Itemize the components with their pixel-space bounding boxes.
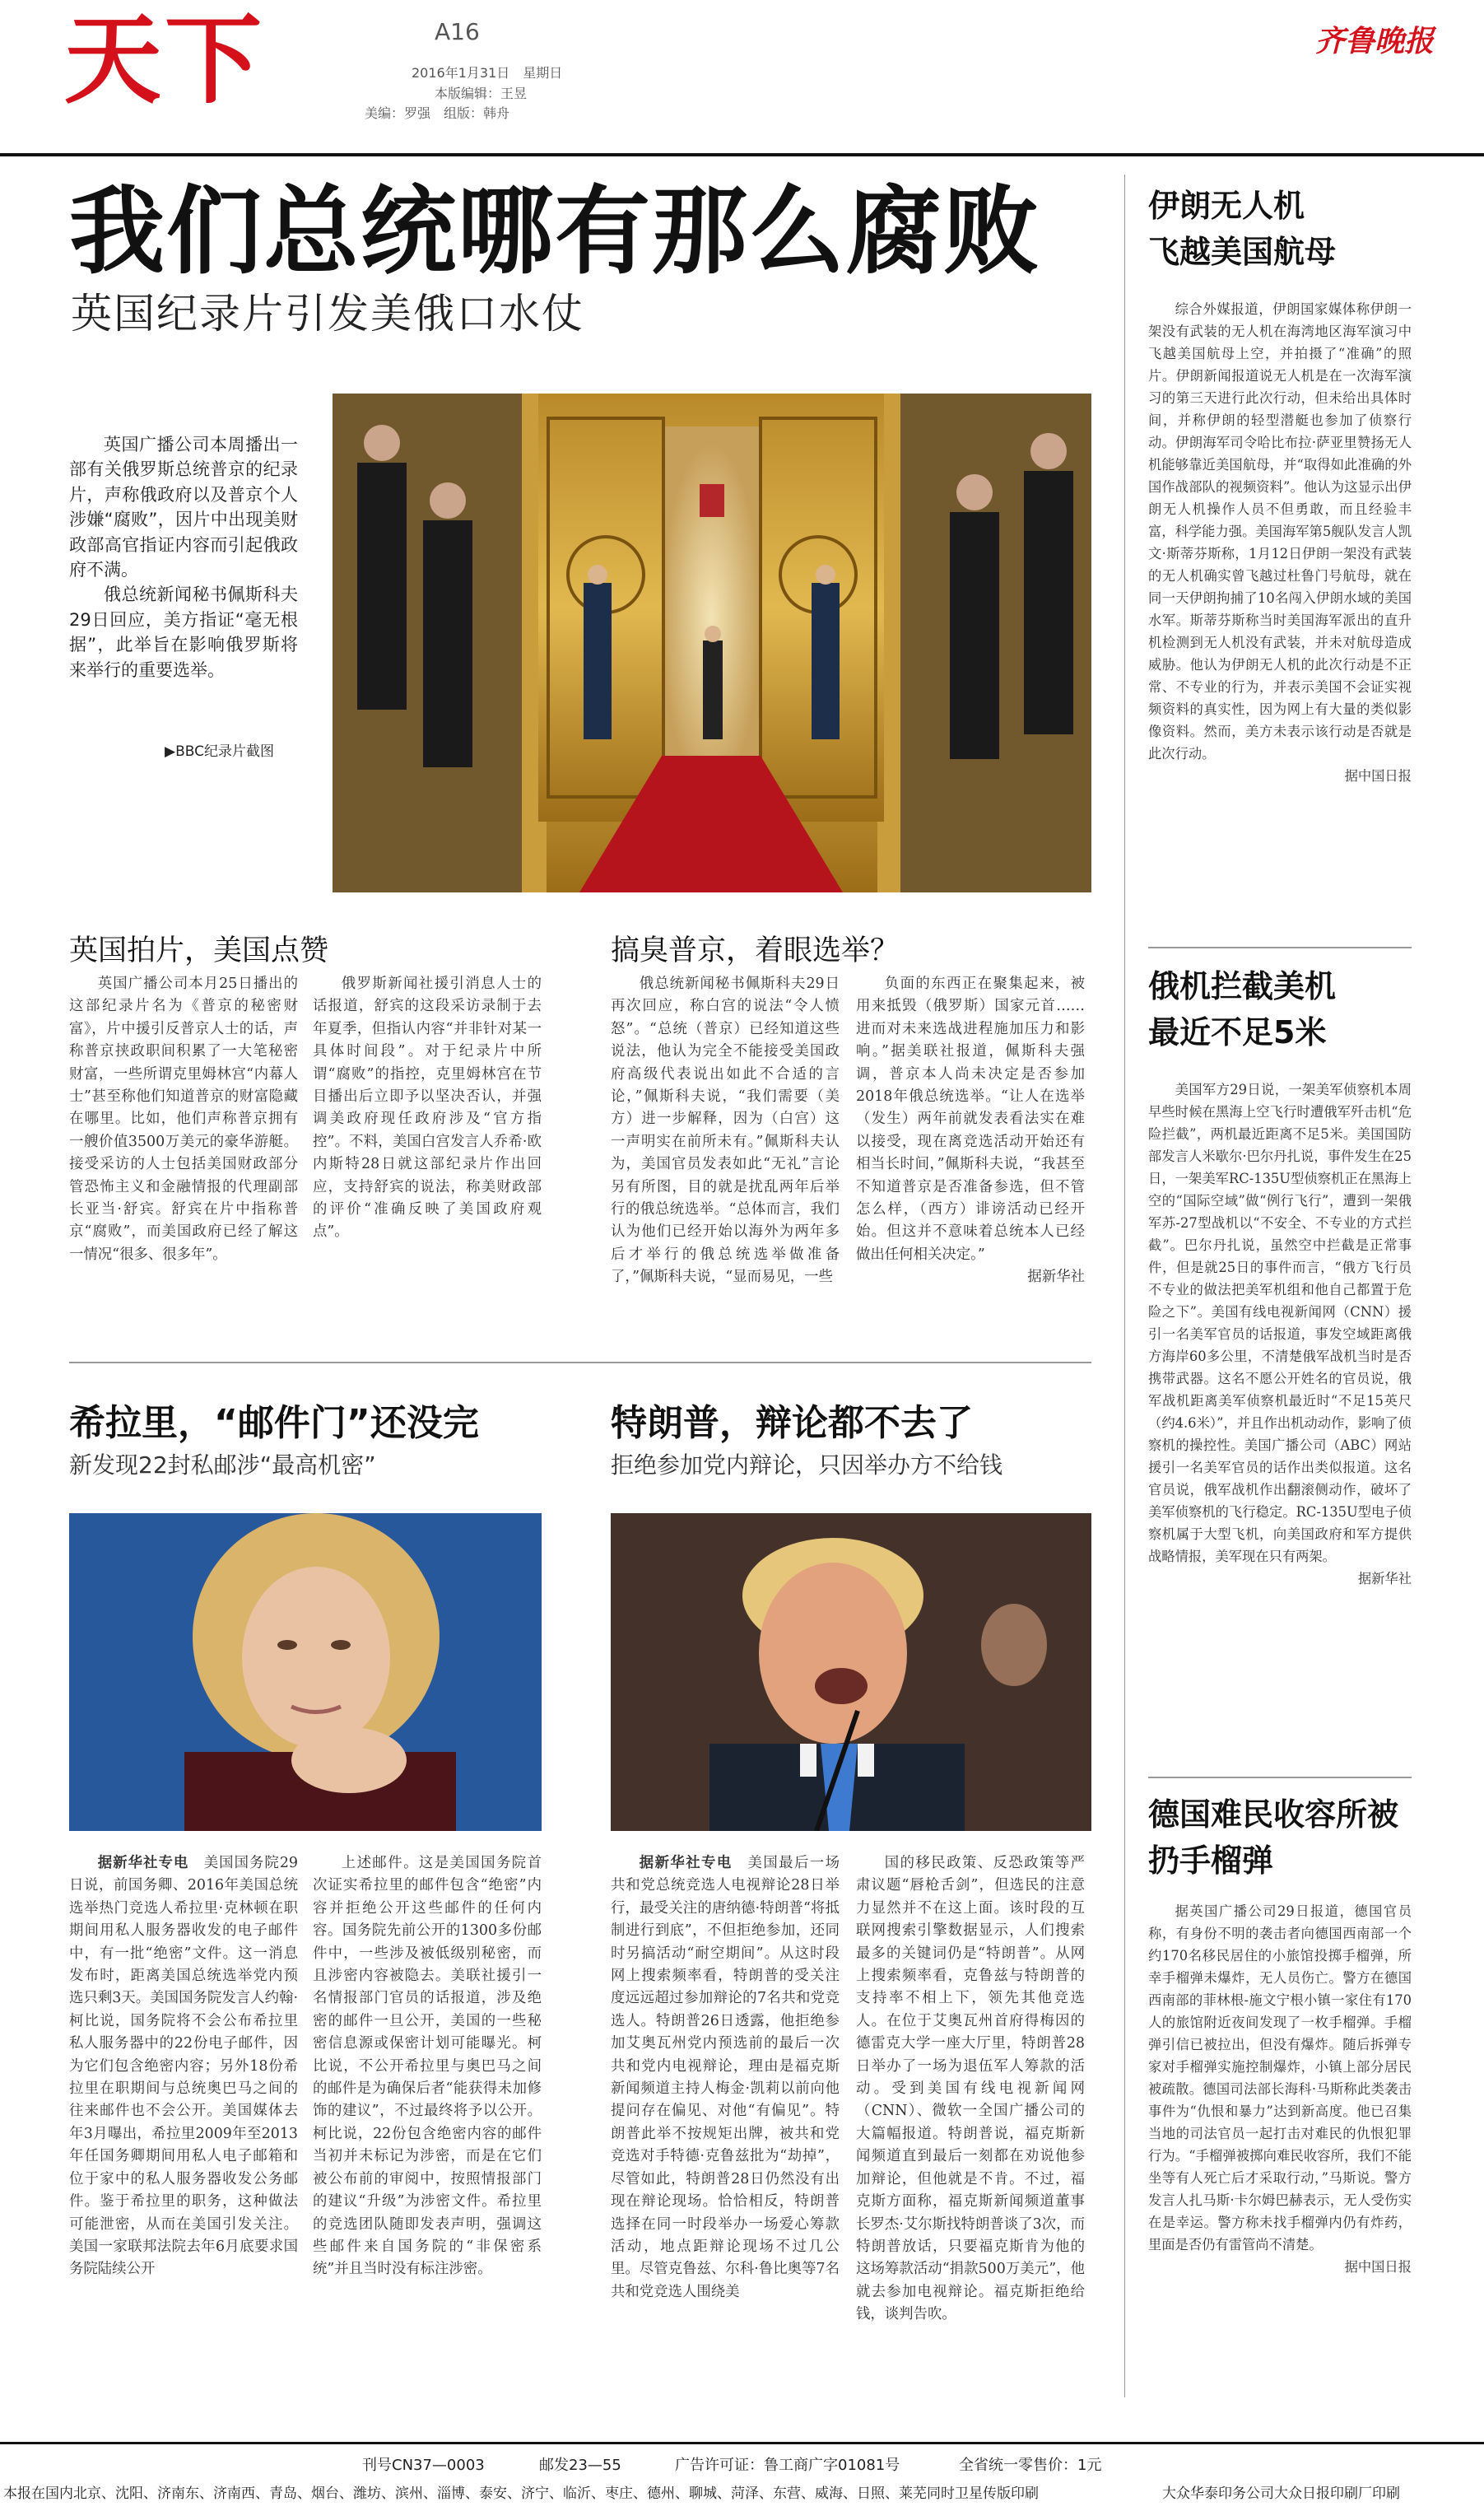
hillary-col1-text: 美国国务院29日说，前国务卿、2016年美国总统选举热门竞选人希拉里·克林顿在职期间用私人服务器收发的电子邮件中，有一批“绝密”文件。这一消息发布时，距离美国总统选举党内预选只剩3天。美国国务院发言人约翰·柯比说，国务院将不会公布希拉里私人服务器中的22份电子邮件，因为它们包含绝密内容；另外18份希拉里在职期间与总统奥巴马之间的往来邮件也不会公开。美国媒体去年3月曝出，希拉里2009年至2013年任国务卿期间用私人电子邮箱和位于家中的私人服务器收发公务邮件。鉴于希拉里的职务，这种做法可能泄密，从而在美国引发关注。美国一家联邦法院去年6月底要求国务院陆续公开 xyxy=(69,1855,298,2278)
lead-subhead: 英国纪录片引发美俄口水仗 xyxy=(71,290,584,338)
trump-col2 xyxy=(856,1852,1085,2327)
right2-body xyxy=(1148,1078,1412,1590)
trump-col2-text: 国的移民政策、反恐政策等严肃议题“唇枪舌剑”，但选民的注意力显然并不在这上面。该时段的互联网搜索引擎数据显示，人们搜索最多的关键词仍是“特朗普”。从网上搜索频率看，克鲁兹与特朗普的支持率不相上下，领先其他竞选人。在位于艾奥瓦州首府得梅因的德雷克大学一座大厅里，特朗普28日举办了一场为退伍军人筹款的活动。受到美国有线电视新闻网（CNN）、微软一全国广播公司的大篇幅报道。特朗普说，福克斯新闻频道直到最后一刻都在劝说他参加辩论，但他就是不肯。不过，福克斯方面称，福克斯新闻频道董事长罗杰·艾尔斯找特朗普谈了3次，而特朗普放话，只要福克斯肯为他的这场筹款活动“捐款500万美元”，他就去参加电视辩论。福克斯拒绝给钱，谈判告吹。 xyxy=(856,1855,1085,2323)
trump-col1 xyxy=(611,1852,840,2304)
trump-subhead: 拒绝参加党内辩论，只因举办方不给钱 xyxy=(611,1451,1003,1479)
right1-heading-line2: 飞越美国航母 xyxy=(1148,234,1337,270)
trump-col1-text: 美国最后一场共和党总统竞选人电视辩论28日举行，最受关注的唐纳德·特朗普“将抵制进行到底”，不但拒绝参加，还同时另搞活动“耐空期间”。从这时段网上搜索频率看，特朗普的受关注度远远超过参加辩论的7名共和党竞选人。特朗普26日透露，他拒绝参加艾奥瓦州党内预选前的最后一次共和党内电视辩论，理由是福克斯新闻频道主持人梅金·凯莉以前向他提问存在偏见、对他“有偏见”。特朗普此举不按规矩出牌，被共和党竞选对手特德·克鲁兹批为“劫掉”，尽管如此，特朗普28日仍然没有出现在辩论现场。恰恰相反，特朗普选择在同一时段举办一场爱心筹款活动，地点距辩论现场不过几公里。尽管克鲁兹、尔科·鲁比奥等7名共和党竞选人围绕美 xyxy=(611,1855,840,2300)
page-number: A16 xyxy=(435,18,480,45)
hillary-heading: 希拉里，“邮件门”还没完 xyxy=(69,1402,479,1444)
footer-printer: 大众华泰印务公司大众日报印刷厂印刷 xyxy=(1162,2485,1400,2502)
right1-source: 据中国日报 xyxy=(1344,768,1412,784)
hillary-col1 xyxy=(69,1852,298,2281)
uk-col2-text: 俄罗斯新闻社援引消息人士的话报道，舒宾的这段采访录制于去年夏季，但指认内容“并非针对某一具体时间段”。对于纪录片中所谓“腐败”的指控，克里姆林宫在节目播出后立即予以坚决否认，并强调美政府现任政府涉及“官方指控”。不料，美国白宫发言人乔希·欧内斯特28日就这部纪录片作出回应，支持舒宾的说法，称美财政部的评价“准确反映了美国政府观点”。 xyxy=(313,976,542,1241)
putin-story-col2 xyxy=(856,973,1085,1289)
uk-story-heading: 英国拍片，美国点赞 xyxy=(69,934,329,967)
uk-col1-text: 英国广播公司本月25日播出的这部纪录片名为《普京的秘密财富》，片中援引反普京人士的话，声称普京挟政职间积累了一大笔秘密财富，一些所谓克里姆林宫“内幕人士”甚至称他们知道普京的财富隐藏在哪里。比如，他们声称普京拥有一艘价值3500万美元的豪华游艇。接受采访的人士包括美国财政部分管恐怖主义和金融情报的代理副部长亚当·舒宾。舒宾在片中指称普京“腐败”，而美国政府已经了解这一情况“很多、很多年”。 xyxy=(69,976,298,1263)
right-divider-1 xyxy=(1148,947,1412,948)
trump-byline: 据新华社专电 xyxy=(639,1855,733,1871)
putin-story-col1 xyxy=(611,973,840,1289)
putin-col1-text: 俄总统新闻秘书佩斯科夫29日再次回应，称白宫的说法“令人愤怒”。“总统（普京）已经知道这些说法，他认为完全不能接受美国政府高级代表说出如此不合适的言论，”佩斯科夫说，“我们需要（美方）进一步解释，因为（白宫）这一声明实在前所未有。”佩斯科夫认为，美国官员发表如此“无礼”言论另有所图，目的就是扰乱两年后举行的俄总统选举。“总体而言，我们认为他们已经开始以海外为两年多后才举行的俄总统选举做准备了，”佩斯科夫说，“显而易见，一些 xyxy=(611,976,840,1286)
trump-photo xyxy=(611,1513,1091,1831)
trump-heading: 特朗普，辩论都不去了 xyxy=(611,1402,973,1444)
footer-print-sites: 本报在国内北京、沈阳、济南东、济南西、青岛、烟台、潍坊、滨州、淄博、泰安、济宁、临沂、枣庄、德州、聊城、菏泽、东营、威海、日照、莱芜同时卫星传版印刷 xyxy=(3,2485,1039,2502)
right1-heading-line1: 伊朗无人机 xyxy=(1148,188,1305,224)
right3-heading: 德国难民收容所被扔手榴弹 xyxy=(1148,1796,1399,1879)
right2-heading-line1: 俄机拦截美机 xyxy=(1148,968,1337,1004)
hillary-photo xyxy=(69,1513,542,1831)
right1-body-text: 综合外媒报道，伊朗国家媒体称伊朗一架没有武装的无人机在海湾地区海军演习中飞越美国航母上空，并拍摄了“准确”的照片。伊朗新闻报道说无人机是在一次海军演习的第三天进行此次行动，但未给出具体时间，并称伊朗的轻型潜艇也参加了侦察行动。伊朗海军司令哈比布拉·萨亚里赞扬无人机能够靠近美国航母，并“取得如此准确的外国作战部队的视频资料”。他认为这显示出伊朗无人机操作人员不但勇敢，而且经验丰富，科学能力强。美国海军第5舰队发言人凯文·斯蒂芬斯称，1月12日伊朗一架没有武装的无人机确实曾飞越过杜鲁门号航母，就在同一天伊朗拘捕了10名闯入伊朗水域的美国水军。斯蒂芬斯称当时美国海军派出的直升机检测到无人机没有武装，并未对航母造成威胁。他认为伊朗无人机的此次行动是不正常、不专业的行为，并表示美国不会证实视频资料的真实性，因为网上有大量的类似影像资料。然而，美方未表示该行动是否就是此次行动。 xyxy=(1148,301,1412,762)
trump-photo-illustration xyxy=(611,1513,1091,1831)
right2-body-text: 美国军方29日说，一架美军侦察机本周早些时候在黑海上空飞行时遭俄军歼击机“危险拦截”，两机最近距离不足5米。美国国防部发言人米歇尔·巴尔丹扎说，事件发生在25日，一架美军RC-135U型侦察机正在黑海上空的“国际空域”做“例行飞行”，遭到一架俄军苏-27型战机以“不安全、不专业的方式拦截”。巴尔丹扎说，虽然空中拦截是正常事件，但是就25日的事件而言，“俄方飞行员不专业的做法把美军机组和他自己都置于危险之下”。美国有线电视新闻网（CNN）援引一名美军官员的话报道，事发空域距离俄方海岸60多公里，不清楚俄军战机当时是否携带武器。这名不愿公开姓名的官员说，俄军战机距离美军侦察机最近时“不足15英尺（约4.6米）”，并且作出机动动作，影响了侦察机的操控性。美国广播公司（ABC）网站援引一名美军官员的话作出类似报道。这名官员说，俄军战机作出翻滚侧动作，破坏了美军侦察机的飞行稳定。RC-135U型电子侦察机属于大型飞机，向美国政府和军方提供战略情报，美军现在只有两架。 xyxy=(1148,1082,1412,1564)
footer-rule xyxy=(0,2442,1484,2444)
putin-source: 据新华社 xyxy=(1027,1269,1085,1286)
mid-divider xyxy=(69,1362,1091,1363)
lead-headline: 我们总统哪有那么腐败 xyxy=(69,176,1040,287)
kremlin-photo xyxy=(333,394,1091,892)
right3-body xyxy=(1148,1900,1412,2278)
footer-price: 全省统一零售价：1元 xyxy=(959,2457,1102,2474)
editor-line: 本版编辑：王昱 xyxy=(435,86,528,101)
footer-youfa: 邮发23—55 xyxy=(539,2457,621,2474)
lead-intro xyxy=(69,432,298,682)
right3-body-text: 据英国广播公司29日报道，德国官员称，有身份不明的袭击者向德国西南部一个约170名移民居住的小旅馆投掷手榴弹，所幸手榴弹未爆炸，无人员伤亡。警方在德国西南部的菲林根-施文宁根小镇一家住有170人的旅馆附近夜间发现了一枚手榴弹。手榴弹引信已被拉出，但没有爆炸。随后拆弹专家对手榴弹实施控制爆炸，小镇上部分居民被疏散。德国司法部长海科·马斯称此类袭击事件为“仇恨和暴力”达到新高度。他已召集当地的司法官员一起打击对难民的仇恨犯罪行为。“手榴弹被掷向难民收容所，我们不能坐等有人死亡后才采取行动，”马斯说。警方发言人扎马斯·卡尔姆巴赫表示，无人受伤实在是幸运。警方称未找手榴弹内仍有炸药，里面是否仍有雷管尚不清楚。 xyxy=(1148,1903,1412,2252)
design-line: 美编：罗强 组版：韩舟 xyxy=(365,105,510,121)
right3-source: 据中国日报 xyxy=(1344,2259,1412,2275)
hillary-photo-illustration xyxy=(69,1513,542,1831)
putin-story-heading: 搞臭普京，着眼选举？ xyxy=(611,934,900,967)
date-line: 2016年1月31日 星期日 xyxy=(412,65,563,81)
masthead-rule xyxy=(0,153,1484,156)
hillary-col2 xyxy=(313,1852,542,2281)
kremlin-photo-illustration xyxy=(333,394,1091,892)
photo-caption: ▶BBC纪录片截图 xyxy=(165,743,274,760)
right1-body xyxy=(1148,298,1412,787)
uk-story-col1 xyxy=(69,973,298,1266)
putin-col2-text: 负面的东西正在聚集起来，被用来抵毁（俄罗斯）国家元首……进而对未来选战进程施加压力和影响。”据美联社报道，佩斯科夫强调，普京本人尚未决定是否参加2018年俄总统选举。“让人在选举（发生）两年前就发表看法实在难以接受，现在离竞选活动开始还有相当长时间，”佩斯科夫说，“我甚至不知道普京是否准备参选，但不管怎么样，（西方）诽谤活动已经开始。但这并不意味着总统本人已经做出任何相关决定。” xyxy=(856,976,1085,1263)
footer-ad-license: 广告许可证：鲁工商广字01081号 xyxy=(675,2457,900,2474)
hillary-subhead: 新发现22封私邮涉“最高机密” xyxy=(69,1451,376,1479)
right-divider-2 xyxy=(1148,1777,1412,1778)
right2-source: 据新华社 xyxy=(1357,1571,1412,1586)
section-title: 天下 xyxy=(64,3,266,117)
paper-logo: 齐鲁晚报 xyxy=(1315,24,1435,58)
footer-kanhao: 刊号CN37—0003 xyxy=(362,2457,485,2474)
lead-intro-p2: 俄总统新闻秘书佩斯科夫29日回应，美方指证“毫无根据”，此举旨在影响俄罗斯将来举行的重要选举。 xyxy=(69,585,298,680)
hillary-byline: 据新华社专电 xyxy=(97,1855,189,1871)
lead-intro-p1: 英国广播公司本周播出一部有关俄罗斯总统普京的纪录片，声称俄政府以及普京个人涉嫌“腐败”，因片中出现美财政部高官指证内容而引起俄政府不满。 xyxy=(69,435,298,580)
right2-heading-line2: 最近不足5米 xyxy=(1148,1014,1327,1051)
hillary-col2-text: 上述邮件。这是美国国务院首次证实希拉里的邮件包含“绝密”内容并拒绝公开这些邮件的任何内容。国务院先前公开的1300多份邮件中，一些涉及被低级别秘密，而且涉密内容被隐去。美联社援引一名情报部门官员的话报道，涉及绝密的邮件一旦公开，美国的一些秘密信息源或保密计划可能曝光。柯比说，不公开希拉里与奥巴马之间的邮件是为确保后者“能获得未加修饰的建议”，不过最终将予以公开。柯比说，22份包含绝密内容的邮件当初并未标记为涉密，而是在它们被公布前的审阅中，按照情报部门的建议“升级”为涉密文件。希拉里的竞选团队随即发表声明，强调这些邮件来自国务院的“非保密系统”并且当时没有标注涉密。 xyxy=(313,1855,542,2278)
right-column-divider xyxy=(1124,175,1125,2397)
uk-story-col2 xyxy=(313,973,542,1244)
